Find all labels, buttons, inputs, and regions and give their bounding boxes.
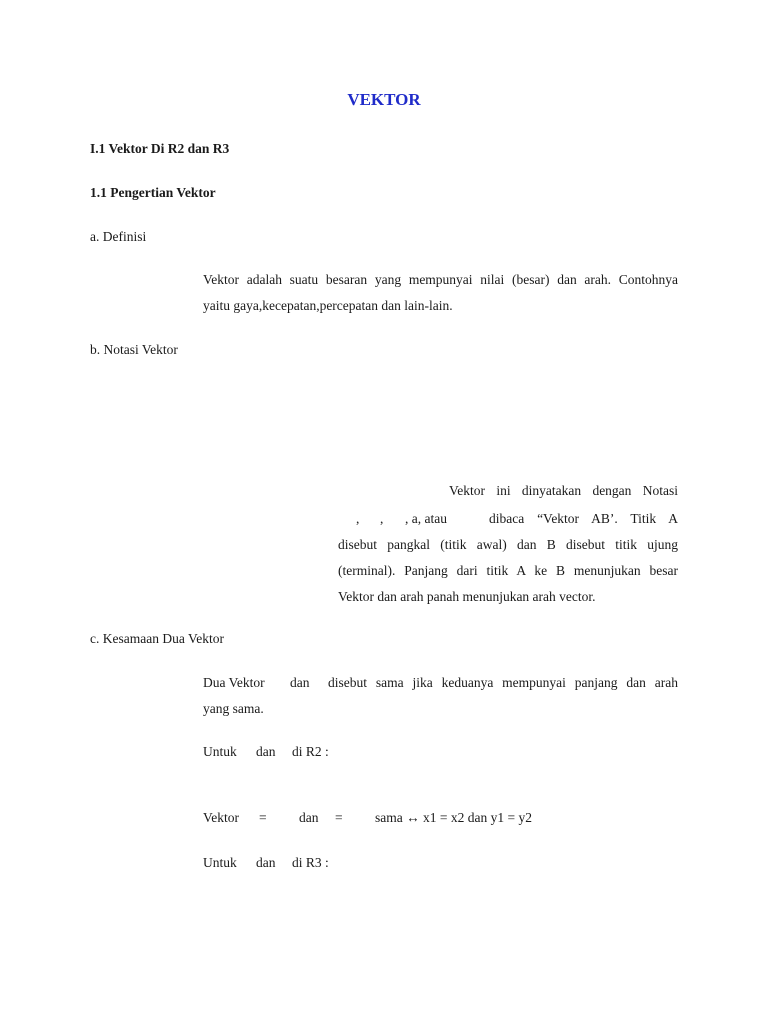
eq-equals-1: = <box>259 810 267 825</box>
r3-label: di R3 : <box>292 855 329 870</box>
notasi-line-4: (terminal). Panjang dari titik A ke B menunjukan besar <box>338 563 678 578</box>
definisi-line-2: yaitu gaya,kecepatan,percepatan dan lain-lain. <box>203 298 453 313</box>
notasi-alternatives: , a, atau <box>405 511 447 526</box>
kesamaan-line-1: disebut sama jika keduanya mempunyai panjang dan arah <box>328 675 678 690</box>
page-title: VEKTOR <box>347 90 421 109</box>
section-heading-1: I.1 Vektor Di R2 dan R3 <box>90 141 230 156</box>
definisi-line-1: Vektor adalah suatu besaran yang mempunyai nilai (besar) dan arah. Contohnya <box>203 272 678 287</box>
eq-dan: dan <box>299 810 319 825</box>
subheading-notasi: b. Notasi Vektor <box>90 342 178 357</box>
notasi-line-3: disebut pangkal (titik awal) dan B disebut titik ujung <box>338 537 678 552</box>
notasi-comma-1: , <box>356 511 360 526</box>
notasi-line-5: Vektor dan arah panah menunjukan arah vector. <box>338 589 596 604</box>
kesamaan-line-2: yang sama. <box>203 701 264 716</box>
kesamaan-dua-vektor: Dua Vektor <box>203 675 265 690</box>
r2-dan: dan <box>256 744 276 759</box>
eq-vektor: Vektor <box>203 810 239 825</box>
subheading-definisi: a. Definisi <box>90 229 147 244</box>
r3-untuk: Untuk <box>203 855 237 870</box>
kesamaan-dan: dan <box>290 675 310 690</box>
eq-equals-2: = <box>335 810 343 825</box>
subheading-kesamaan: c. Kesamaan Dua Vektor <box>90 631 224 646</box>
notasi-comma-2: , <box>380 511 384 526</box>
notasi-line-2: dibaca “Vektor AB’. Titik A <box>489 511 678 526</box>
eq-condition: sama ↔ x1 = x2 dan y1 = y2 <box>375 810 532 825</box>
r3-dan: dan <box>256 855 276 870</box>
r2-label: di R2 : <box>292 744 329 759</box>
r2-untuk: Untuk <box>203 744 237 759</box>
section-heading-1-1: 1.1 Pengertian Vektor <box>90 185 216 200</box>
notasi-line-1: Vektor ini dinyatakan dengan Notasi <box>449 483 678 498</box>
